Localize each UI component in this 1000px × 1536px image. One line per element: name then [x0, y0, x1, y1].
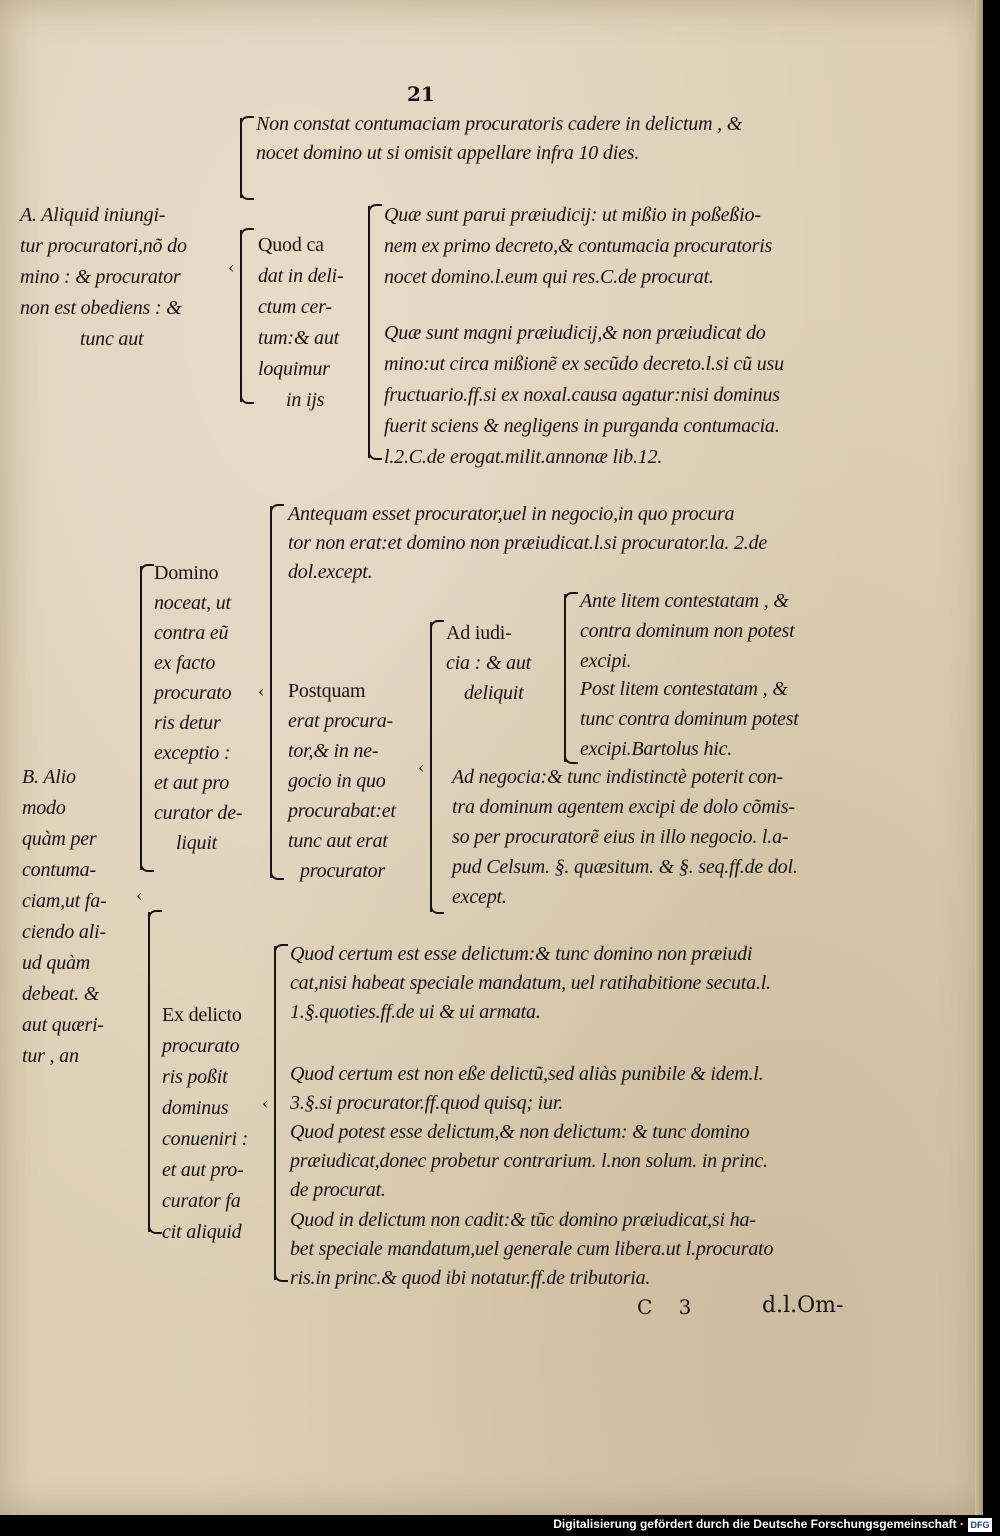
- text-line: nocet domino ut si omisit appellare infra 10 dies.: [256, 142, 640, 164]
- footer-credit: Digitalisierung gefördert durch die Deutsche Forschungsgemeinschaft ·: [553, 1517, 964, 1531]
- text-line: mino : & procurator: [20, 266, 181, 288]
- brace-b-delicto: [148, 912, 150, 1232]
- page-number: 21: [407, 82, 435, 106]
- section-a-case1: [384, 200, 772, 293]
- text-line: conueniri :: [162, 1128, 249, 1150]
- text-line: except.: [452, 886, 507, 908]
- top-block-text: [256, 110, 742, 168]
- section-b-quod1: [290, 940, 771, 1027]
- brace-a-sub: [240, 230, 242, 402]
- page-edge: [975, 0, 983, 1515]
- dfg-logo: DFG: [968, 1518, 992, 1532]
- text-line: Non constat contumaciam procuratoris cadere in delictum , &: [256, 113, 743, 135]
- text-line: so per procuratorẽ eius in illo negocio. l.a-: [452, 826, 789, 848]
- text-line: in ijs: [286, 389, 325, 411]
- text-line: deliquit: [464, 682, 524, 704]
- text-line: Antequam esset procurator,uel in negocio,in quo procura: [288, 503, 735, 525]
- text-line: erat procura-: [288, 710, 393, 732]
- text-line: B. Alio: [22, 766, 76, 788]
- text-line: 3.§.si procurator.ff.quod quisq; iur.: [290, 1092, 564, 1114]
- text-line: noceat, ut: [154, 592, 231, 614]
- text-line: Postquam: [288, 680, 366, 702]
- text-line: curator de-: [154, 802, 243, 824]
- text-line: ctum cer-: [258, 296, 332, 318]
- text-line: Quod potest esse delictum,& non delictum: & tunc domino: [290, 1121, 750, 1143]
- text-line: Post litem contestatam , &: [580, 678, 788, 700]
- text-line: tunc aut: [80, 328, 144, 350]
- section-b-postquam: [288, 676, 396, 886]
- text-line: Ad iudi-: [446, 622, 512, 644]
- text-line: Quæ sunt magni præiudicij,& non præiudicat do: [384, 322, 766, 344]
- text-line: nocet domino.l.eum qui res.C.de procurat.: [384, 266, 714, 288]
- brace-point: ‹: [258, 682, 265, 701]
- text-line: procurato: [154, 682, 232, 704]
- text-line: dol.except.: [288, 561, 373, 583]
- text-line: tunc contra dominum potest: [580, 708, 799, 730]
- text-line: tur , an: [22, 1045, 79, 1067]
- text-line: loquimur: [258, 358, 330, 380]
- section-b-adnegocia: [452, 762, 798, 912]
- text-line: tor non erat:et domino non præiudicat.l.si procurator.la. 2.de: [288, 532, 768, 554]
- text-line: ris.in princ.& quod ibi notatur.ff.de tributoria.: [290, 1267, 651, 1289]
- text-line: Domino: [154, 562, 219, 584]
- brace-b-litem: [564, 594, 566, 762]
- section-b-label: [22, 762, 106, 1072]
- text-line: modo: [22, 797, 66, 819]
- text-line: gocio in quo: [288, 770, 386, 792]
- text-line: Quæ sunt parui præiudicij: ut mißio in poßeßio-: [384, 204, 761, 226]
- text-line: et aut pro-: [162, 1159, 244, 1181]
- text-line: mino:ut circa mißionẽ ex secũdo decreto.l.si cũ usu: [384, 353, 784, 375]
- text-line: ud quàm: [22, 952, 91, 974]
- brace-point: ‹: [262, 1094, 269, 1113]
- text-line: Quod in delictum non cadit:& tũc domino præiudicat,si ha-: [290, 1209, 756, 1231]
- section-b-quod4: [290, 1206, 773, 1293]
- text-line: et aut pro: [154, 772, 230, 794]
- signature-mark: C 3: [637, 1295, 702, 1319]
- text-line: contra dominum non potest: [580, 620, 795, 642]
- brace-b-domino: [140, 566, 142, 870]
- text-line: Quod certum est non eße delictũ,sed aliàs punibile & idem.l.: [290, 1063, 764, 1085]
- text-line: ciendo ali-: [22, 921, 106, 943]
- text-line: debeat. &: [22, 983, 100, 1005]
- text-line: cia : & aut: [446, 652, 532, 674]
- section-a-sub: [258, 230, 343, 416]
- catchword: d.l.Om-: [762, 1293, 844, 1318]
- text-line: ex facto: [154, 652, 216, 674]
- brace-point: ‹: [418, 758, 425, 777]
- section-b-post-litem: [580, 674, 799, 764]
- text-line: pud Celsum. §. quæsitum. & §. seq.ff.de dol.: [452, 856, 798, 878]
- brace-b-ad: [430, 622, 432, 912]
- section-b-quod2: [290, 1060, 763, 1118]
- text-line: ciam,ut fa-: [22, 890, 107, 912]
- brace-b-antequam: [270, 506, 272, 878]
- text-line: ris poßit: [162, 1066, 228, 1088]
- text-line: dominus: [162, 1097, 229, 1119]
- section-b-ante-litem: [580, 586, 794, 676]
- text-line: 1.§.quoties.ff.de ui & ui armata.: [290, 1001, 541, 1023]
- text-line: aut quæri-: [22, 1014, 104, 1036]
- text-line: ris detur: [154, 712, 221, 734]
- brace-top: [240, 118, 242, 198]
- text-line: de procurat.: [290, 1179, 386, 1201]
- section-b-delicto: [162, 1000, 248, 1248]
- section-b-domino: [154, 558, 242, 858]
- text-line: dat in deli-: [258, 265, 344, 287]
- brace-point: ‹: [136, 886, 143, 905]
- text-line: procurabat:et: [288, 800, 396, 822]
- section-a-label: [20, 200, 187, 355]
- text-line: excipi.: [580, 650, 632, 672]
- section-b-adiudicia: [446, 618, 531, 708]
- text-line: tunc aut erat: [288, 830, 388, 852]
- text-line: procurator: [300, 860, 386, 882]
- text-line: fructuario.ff.si ex noxal.causa agatur:nisi dominus: [384, 384, 780, 406]
- text-line: Quod certum est esse delictum:& tunc domino non præiudi: [290, 943, 753, 965]
- section-a-case2: [384, 318, 784, 473]
- text-line: excipi.Bartolus hic.: [580, 738, 733, 760]
- text-line: præiudicat,donec probetur contrarium. l.non solum. in princ.: [290, 1150, 768, 1172]
- text-line: tum:& aut: [258, 327, 339, 349]
- text-line: procurato: [162, 1035, 240, 1057]
- text-line: contuma-: [22, 859, 96, 881]
- brace-b-quod: [274, 946, 276, 1280]
- text-line: non est obediens : &: [20, 297, 182, 319]
- section-b-quod3: [290, 1118, 768, 1205]
- text-line: contra eũ: [154, 622, 229, 644]
- text-line: Ad negocia:& tunc indistinctè poterit con-: [452, 766, 783, 788]
- text-line: bet speciale mandatum,uel generale cum libera.ut l.procurato: [290, 1238, 774, 1260]
- text-line: exceptio :: [154, 742, 231, 764]
- text-line: tur procuratori,nõ do: [20, 235, 187, 257]
- text-line: Ante litem contestatam , &: [580, 590, 789, 612]
- text-line: fuerit sciens & negligens in purganda contumacia.: [384, 415, 780, 437]
- text-line: nem ex primo decreto,& contumacia procuratoris: [384, 235, 773, 257]
- text-line: A. Aliquid iniungi-: [20, 204, 166, 226]
- text-line: quàm per: [22, 828, 97, 850]
- text-line: cit aliquid: [162, 1221, 242, 1243]
- text-line: Ex delicto: [162, 1004, 242, 1026]
- text-line: Quod ca: [258, 234, 324, 256]
- section-b-antequam: [288, 500, 767, 587]
- text-line: tor,& in ne-: [288, 740, 379, 762]
- text-line: cat,nisi habeat speciale mandatum, uel ratihabitione secuta.l.: [290, 972, 771, 994]
- text-line: curator fa: [162, 1190, 241, 1212]
- text-line: l.2.C.de erogat.milit.annonæ lib.12.: [384, 446, 663, 468]
- text-line: tra dominum agentem excipi de dolo cõmis-: [452, 796, 795, 818]
- text-line: liquit: [176, 832, 218, 854]
- brace-point: ‹: [228, 258, 235, 277]
- brace-a-cases: [368, 206, 370, 458]
